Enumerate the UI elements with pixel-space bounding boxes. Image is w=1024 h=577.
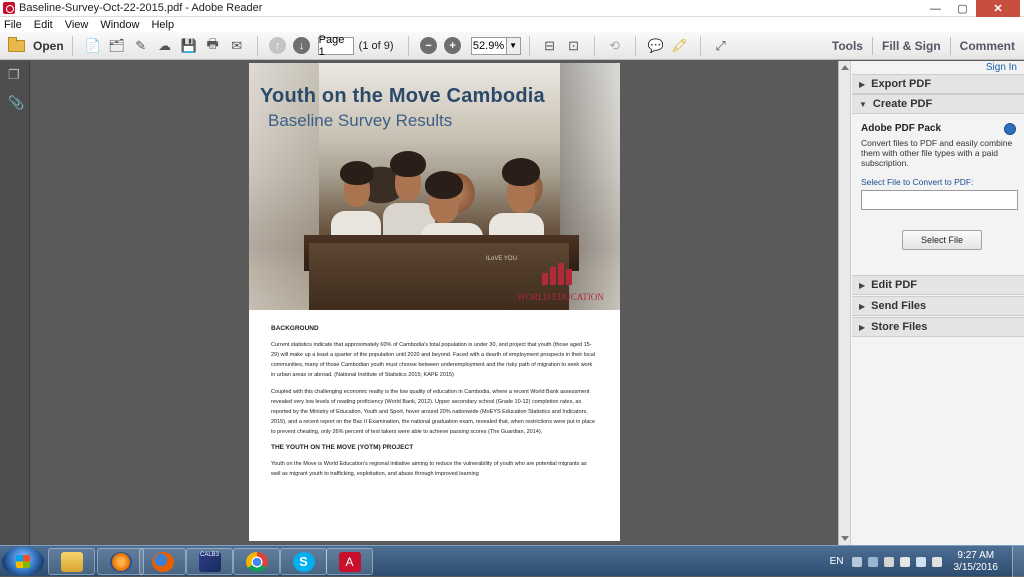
print-icon[interactable]: 🖶 <box>206 35 219 51</box>
taskbar-skype[interactable] <box>280 548 327 575</box>
battery-icon[interactable] <box>900 557 910 567</box>
tools-pane-content <box>852 61 1024 545</box>
zoom-in-button[interactable] <box>444 37 462 55</box>
close-button[interactable]: ✕ <box>976 0 1020 17</box>
email-icon[interactable]: ✉ <box>231 37 243 53</box>
highlight-icon[interactable]: 🖍 <box>671 37 688 53</box>
cover-photo <box>249 63 620 310</box>
pdf-pack-title: Adobe PDF Pack <box>861 123 942 134</box>
child-figure <box>340 161 374 185</box>
adobe-reader-icon: A <box>339 552 361 572</box>
triangle-right-icon: ▶ <box>859 79 866 89</box>
next-page-button[interactable] <box>293 37 311 55</box>
maximize-button[interactable]: ▢ <box>957 3 968 15</box>
fit-page-icon[interactable]: ⊟ <box>544 37 555 53</box>
taskbar-chrome[interactable] <box>233 548 280 575</box>
section-create-pdf[interactable] <box>852 94 1024 114</box>
page-count: (1 of 9) <box>358 39 394 52</box>
arrow-down-icon: ↓ <box>293 37 310 54</box>
section-label: Create PDF <box>872 98 933 110</box>
left-navigation-pane <box>0 61 30 545</box>
toolbar-divider <box>700 36 701 56</box>
convert-file-input[interactable] <box>861 190 1018 210</box>
child-figure <box>425 171 463 199</box>
toolbar-divider <box>257 36 258 56</box>
chrome-icon <box>246 552 268 572</box>
minus-icon: − <box>420 37 437 54</box>
toolbar <box>0 32 1024 60</box>
document-body <box>271 325 597 486</box>
network-icon[interactable] <box>916 557 926 567</box>
pdf-pack-description: Convert files to PDF and easily combine them with other file types with a paid subscription. <box>861 138 1013 168</box>
fit-width-icon[interactable]: ⊡ <box>568 37 579 53</box>
toolbar-divider <box>408 36 409 56</box>
folder-icon <box>8 40 25 52</box>
scroll-up-icon[interactable] <box>841 65 849 70</box>
start-button[interactable] <box>2 547 44 576</box>
section-store-files[interactable] <box>852 317 1024 337</box>
world-education-logo <box>542 263 582 293</box>
language-indicator[interactable]: EN <box>829 556 844 567</box>
zoom-dropdown-button[interactable]: ▼ <box>507 37 521 55</box>
plus-icon: + <box>444 37 461 54</box>
triangle-right-icon: ▶ <box>859 280 866 290</box>
page-number-input[interactable]: Page 1 <box>318 37 354 55</box>
firefox-icon <box>152 552 174 572</box>
save-icon[interactable]: 💾 <box>180 37 197 53</box>
paragraph: Youth on the Move is World Education's regional initiative aiming to reduce the vulnerability of youth who are potential migrants as well as migrant youth to trafficking, exploitation, and abuse through improved learning <box>271 461 587 477</box>
world-education-logo-text: WORLD EDUCATION <box>517 292 604 302</box>
create-pdf-icon[interactable]: 📄 <box>84 37 101 53</box>
menu-view[interactable]: View <box>64 18 89 31</box>
child-figure <box>502 158 540 186</box>
volume-icon[interactable] <box>932 557 942 567</box>
menu-window[interactable]: Window <box>100 18 140 31</box>
show-desktop-button[interactable] <box>1012 546 1024 577</box>
section-send-files[interactable] <box>852 296 1024 316</box>
desk-writing: ILoVE YOU <box>486 256 517 262</box>
cover-title: Youth on the Move Cambodia <box>260 85 545 107</box>
triangle-down-icon: ▼ <box>859 99 867 109</box>
adobe-reader-icon <box>3 2 15 14</box>
toolbar-divider <box>529 36 530 56</box>
section-label: Edit PDF <box>871 279 917 291</box>
panel-tabs <box>823 32 1024 60</box>
taskbar-firefox[interactable] <box>139 548 186 575</box>
expand-icon[interactable]: ⤢ <box>715 37 726 53</box>
tab-comment[interactable]: Comment <box>959 39 1015 53</box>
tab-fill-sign[interactable]: Fill & Sign <box>881 39 941 53</box>
page-thumbnails-icon[interactable]: ❐ <box>8 67 20 82</box>
sign-in-link[interactable]: Sign In <box>985 62 1017 73</box>
section-label: Store Files <box>871 321 928 333</box>
paragraph: Coupled with this challenging economic reality is the low quality of education in Cambodia, where a recent World Bank assessment revealed very low levels of reading proficiency (World Bank, 2012). Upper secondary school (Grade 10-12) completion rates, as reported by the Ministry of Education, Youth and Sport, hover around 20% nationwide (MoEYS Education Statistics and Indicators, 2015), and a recent report on the Bac II Examination, the national graduation exam, revealed that, when restrictions were put in place to prevent cheating, only 26% percent of test takers were able to achieve passing scores (The Guardian, 2014). <box>271 389 596 435</box>
window-controls <box>922 0 1020 17</box>
section-export-pdf[interactable] <box>852 74 1024 94</box>
menu-edit[interactable]: Edit <box>33 18 53 31</box>
zoom-level-input[interactable]: 52.9% <box>471 37 507 55</box>
document-viewer[interactable] <box>31 61 838 545</box>
select-file-button[interactable]: Select File <box>902 230 982 250</box>
cloud-upload-icon[interactable]: ☁ <box>158 37 172 53</box>
child-figure <box>390 151 426 177</box>
tab-tools[interactable]: Tools <box>831 39 863 53</box>
taskbar-calb3[interactable] <box>186 548 233 575</box>
paragraph: Current statistics indicate that approximately 60% of Cambodia's total population is under 30, and project that youth (those aged 15-29) will make up a least a quarter of the population until 2020 and beyond. Faced with a dearth of employment prospects in their local communities, many of those Cambodian youth must choose between underemployment and the risky path of migration to seek work in urban areas or abroad. (National Institute of Statistics 2015; KAPE 2015) <box>271 342 596 378</box>
section-edit-pdf[interactable] <box>852 275 1024 295</box>
toolbar-divider <box>635 36 636 56</box>
show-hidden-icons-icon[interactable] <box>868 557 878 567</box>
open-button[interactable] <box>8 39 64 53</box>
section-heading: BACKGROUND <box>271 325 319 332</box>
keyboard-icon[interactable] <box>852 557 862 567</box>
pdf-page <box>249 63 620 541</box>
taskbar-file-explorer[interactable] <box>48 548 95 575</box>
convert-file-label: Select File to Convert to PDF: <box>861 177 974 187</box>
previous-page-button[interactable] <box>269 37 287 55</box>
menu-help[interactable]: Help <box>151 18 175 31</box>
rotate-icon[interactable]: ⟲ <box>609 37 620 53</box>
triangle-right-icon: ▶ <box>859 322 866 332</box>
cover-subtitle: Baseline Survey Results <box>268 111 453 130</box>
system-tray <box>830 546 1024 577</box>
action-center-icon[interactable] <box>884 557 894 567</box>
menu-bar <box>0 17 1024 32</box>
section-label: Export PDF <box>871 78 932 90</box>
taskbar <box>0 545 1024 576</box>
toolbar-divider <box>594 36 595 56</box>
edit-pdf-icon[interactable]: ✎ <box>135 37 147 53</box>
media-player-icon <box>110 552 132 572</box>
toolbar-divider <box>72 36 73 56</box>
section-heading: THE YOUTH ON THE MOVE (YOTM) PROJECT <box>271 444 414 451</box>
zoom-out-button[interactable] <box>420 37 438 55</box>
scroll-down-icon[interactable] <box>841 536 849 541</box>
skype-icon: S <box>293 552 315 572</box>
calb3-icon: CALB3 <box>199 552 221 572</box>
tools-pane <box>838 61 1024 545</box>
menu-file[interactable]: File <box>4 18 22 31</box>
title-bar <box>0 0 1024 17</box>
minimize-button[interactable]: — <box>930 2 941 15</box>
open-label: Open <box>33 38 64 53</box>
clock-date: 3/15/2016 <box>953 561 998 573</box>
window-title: Baseline-Survey-Oct-22-2015.pdf - Adobe Reader <box>19 2 263 14</box>
pane-scrollbar[interactable] <box>839 61 851 545</box>
taskbar-adobe-reader[interactable] <box>326 548 373 575</box>
info-icon[interactable] <box>1004 123 1016 135</box>
arrow-up-icon: ↑ <box>269 37 286 54</box>
combine-files-icon[interactable]: 🗂 <box>108 37 125 53</box>
triangle-right-icon: ▶ <box>859 301 866 311</box>
taskbar-media-player[interactable] <box>97 548 144 575</box>
attachments-icon[interactable]: 📎 <box>8 95 25 110</box>
section-label: Send Files <box>871 300 927 312</box>
sticky-note-icon[interactable]: 💬 <box>647 37 664 53</box>
clock[interactable] <box>954 550 999 574</box>
clock-time: 9:27 AM <box>957 549 995 561</box>
folder-icon <box>61 552 83 572</box>
